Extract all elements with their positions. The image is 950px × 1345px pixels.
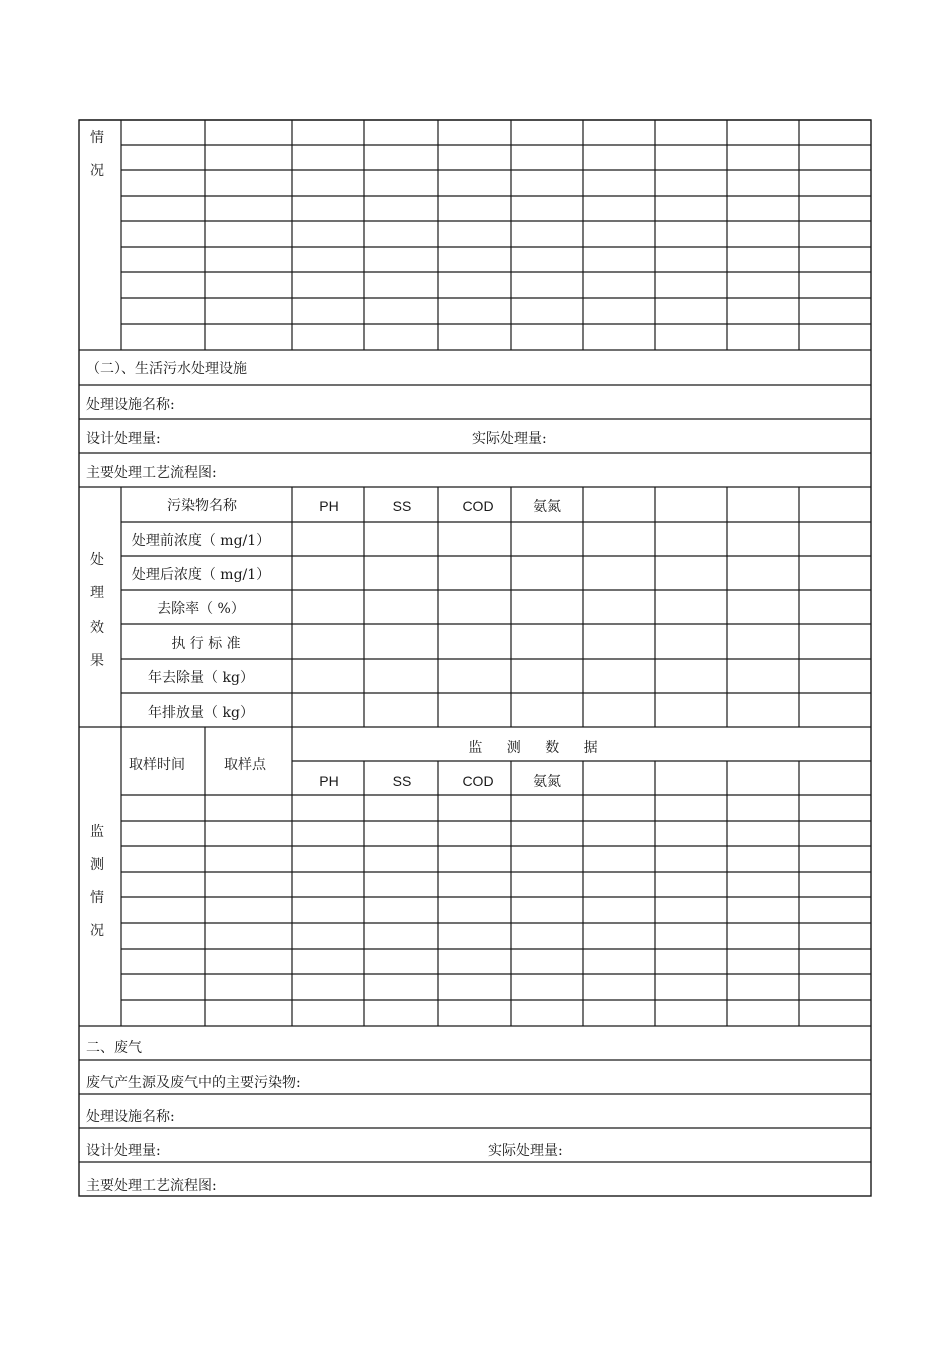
section1-side-label-1: 情 [90, 130, 104, 146]
monitoring-header-data: 监 测 数 据 [468, 740, 608, 756]
monitoring-col-ss: SS [392, 773, 412, 789]
effect-col-ss: SS [392, 498, 412, 514]
section3-title: 二、废气 [86, 1040, 142, 1056]
effect-side-label-1: 处 [90, 552, 104, 568]
monitoring-side-label-3: 情 [90, 890, 104, 906]
section1-grid [79, 120, 871, 350]
effect-row-removal-rate: 去除率（ %） [157, 601, 245, 617]
effect-col-ammonia: 氨氮 [533, 499, 561, 515]
section2-facility-name-label: 处理设施名称: [86, 397, 175, 413]
effect-side-label-2: 理 [90, 585, 104, 601]
effect-header-pollutant-name: 污染物名称 [167, 498, 237, 514]
effect-row-annual-removal: 年去除量（ kg） [148, 670, 254, 686]
monitoring-col-ammonia: 氨氮 [533, 774, 561, 790]
section1-side-label-2: 况 [90, 163, 104, 179]
section3-design-capacity-label: 设计处理量: [86, 1143, 161, 1159]
effect-col-ph: PH [319, 498, 339, 514]
effect-row-standard: 执 行 标 准 [171, 636, 241, 652]
form-outer-border [79, 120, 871, 1196]
effect-row-after-concentration: 处理后浓度（ mg/1） [131, 567, 271, 583]
section3-process-flow-label: 主要处理工艺流程图: [86, 1178, 217, 1194]
monitoring-header-sampling-time: 取样时间 [129, 757, 185, 773]
section3-actual-capacity-label: 实际处理量: [488, 1143, 563, 1159]
monitoring-header-sampling-point: 取样点 [224, 757, 266, 773]
effect-col-cod: COD [462, 498, 494, 514]
section3-facility-name-label: 处理设施名称: [86, 1109, 175, 1125]
section3-source-label: 废气产生源及废气中的主要污染物: [86, 1075, 301, 1091]
effect-side-label-3: 效 [90, 620, 104, 636]
section2-process-flow-label: 主要处理工艺流程图: [86, 465, 217, 481]
section2-title: （二）、生活污水处理设施 [86, 361, 247, 377]
section2-design-capacity-label: 设计处理量: [86, 431, 161, 447]
monitoring-col-cod: COD [462, 773, 494, 789]
monitoring-col-ph: PH [319, 773, 339, 789]
effect-side-label-4: 果 [90, 653, 104, 669]
monitoring-side-label-1: 监 [90, 824, 104, 840]
monitoring-table-grid [79, 727, 871, 1026]
section2-actual-capacity-label: 实际处理量: [472, 431, 547, 447]
monitoring-side-label-4: 况 [90, 923, 104, 939]
effect-row-before-concentration: 处理前浓度（ mg/1） [131, 533, 271, 549]
effect-row-annual-discharge: 年排放量（ kg） [148, 705, 254, 721]
monitoring-side-label-2: 测 [90, 857, 104, 873]
